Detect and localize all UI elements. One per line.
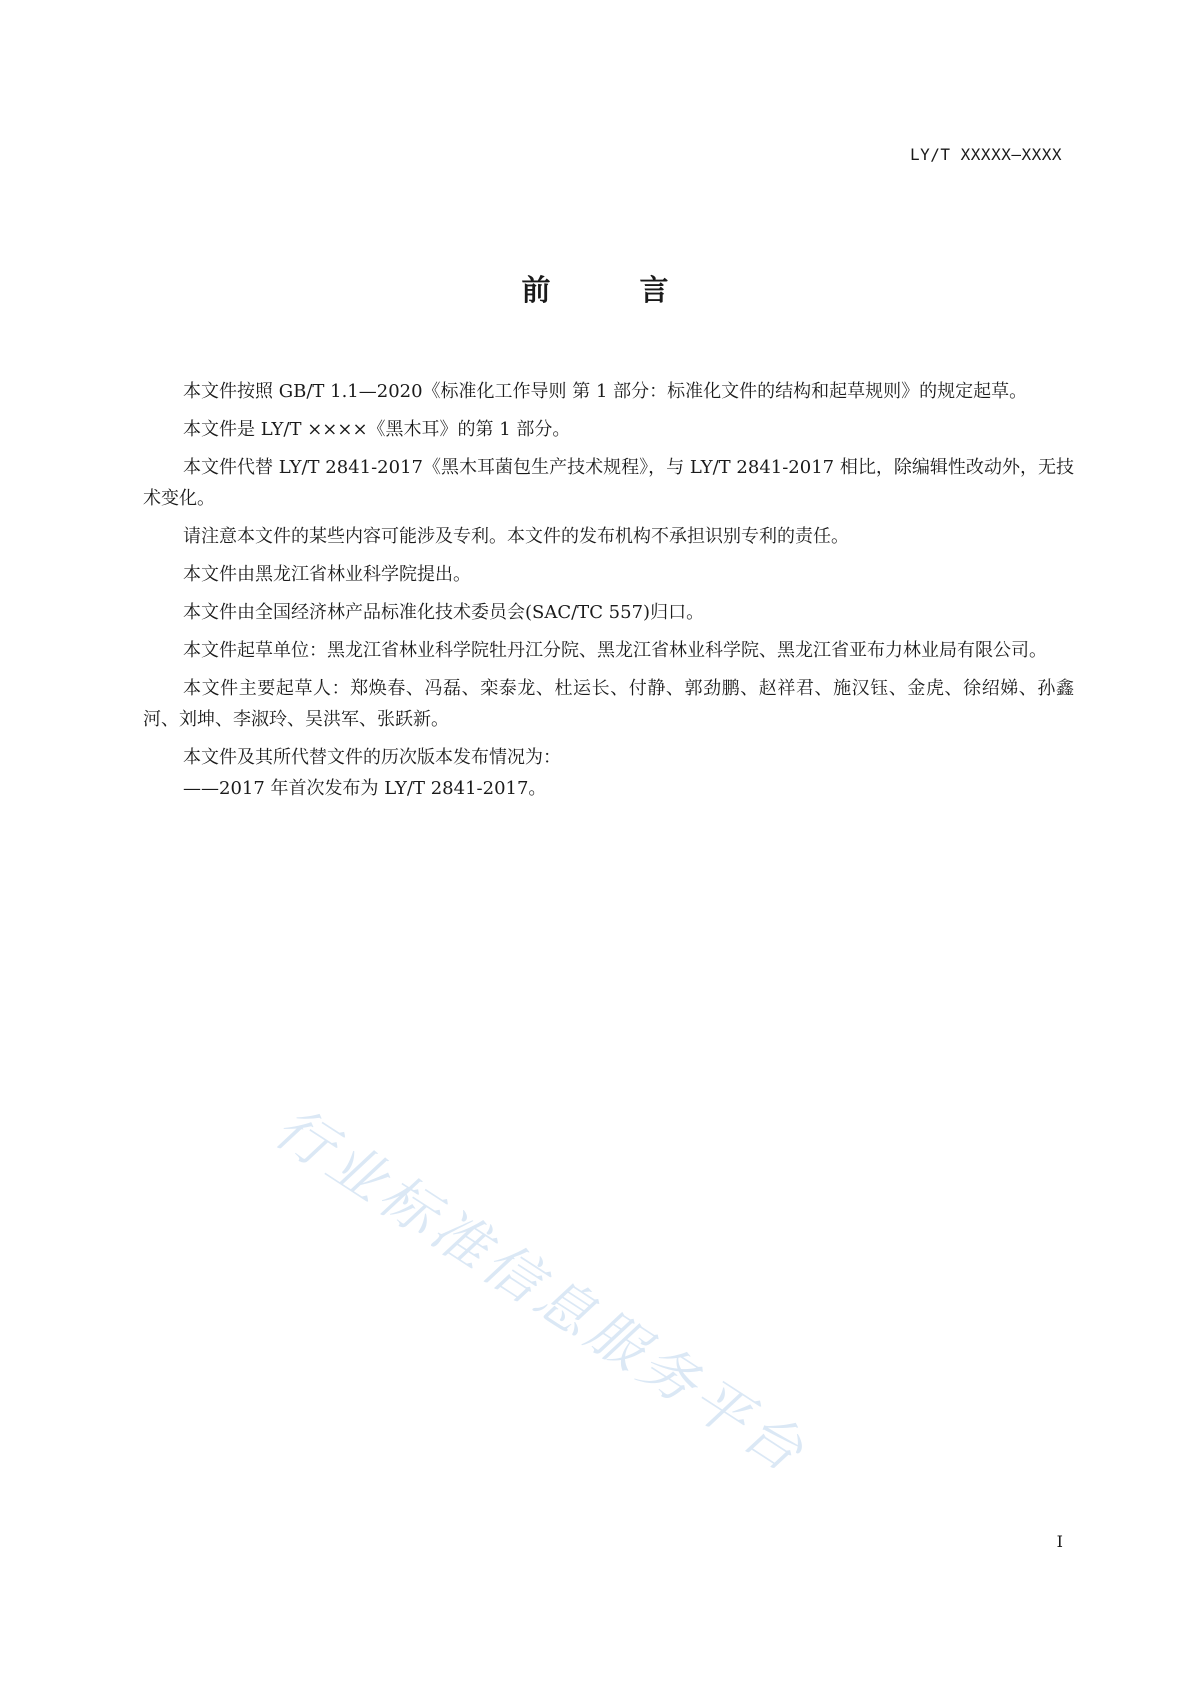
foreword-body — [143, 376, 1074, 811]
paragraph-drafting-rules: 本文件按照 GB/T 1.1—2020《标准化工作导则 第 1 部分：标准化文件的结构和起草规则》的规定起草。 — [183, 381, 1028, 402]
page-number: I — [1056, 1532, 1063, 1551]
paragraph-replaces: 本文件代替 LY/T 2841-2017《黑木耳菌包生产技术规程》，与 LY/T 2841-2017 相比，除编辑性改动外，无技术变化。 — [143, 457, 1074, 509]
page-title: 前 言 — [521, 273, 699, 307]
paragraph-centralized-by: 本文件由全国经济林产品标准化技术委员会(SAC/TC 557)归口。 — [183, 602, 705, 623]
paragraph-part-info: 本文件是 LY/T ××××《黑木耳》的第 1 部分。 — [183, 419, 571, 440]
paragraph-drafters: 本文件主要起草人：郑焕春、冯磊、栾泰龙、杜运长、付静、郭劲鹏、赵祥君、施汉钰、金虎、徐绍娣、孙鑫河、刘坤、李淑玲、吴洪军、张跃新。 — [143, 678, 1074, 730]
paragraph-version-history: 本文件及其所代替文件的历次版本发布情况为： — [183, 747, 561, 768]
paragraph-patent-notice: 请注意本文件的某些内容可能涉及专利。本文件的发布机构不承担识别专利的责任。 — [183, 526, 849, 547]
watermark: 行业标准信息服务平台 — [263, 1095, 819, 1488]
paragraph-version-item: ——2017 年首次发布为 LY/T 2841-2017。 — [183, 778, 547, 799]
paragraph-drafting-units: 本文件起草单位：黑龙江省林业科学院牡丹江分院、黑龙江省林业科学院、黑龙江省亚布力林业局有限公司。 — [183, 640, 1047, 661]
paragraph-proposed-by: 本文件由黑龙江省林业科学院提出。 — [183, 564, 471, 585]
document-code: LY/T XXXXX—XXXX — [910, 145, 1062, 164]
